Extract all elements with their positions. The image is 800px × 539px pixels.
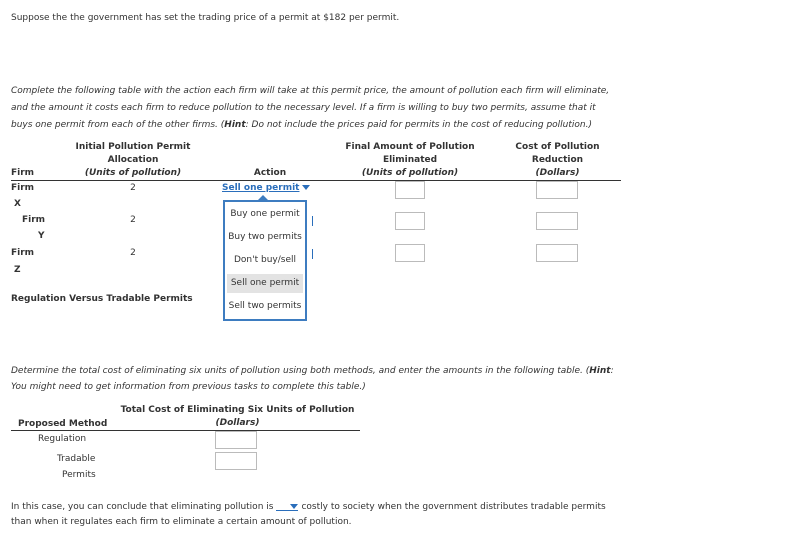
row-y-action-dropdown[interactable]	[312, 216, 313, 226]
option-sell-two[interactable]: Sell two permits	[228, 301, 302, 311]
col-alloc-unit: (Units of pollution)	[84, 168, 182, 178]
row-y-cost-input[interactable]	[536, 212, 578, 230]
determine-line1-pre: Determine the total cost of eliminating six units of pollution using both methods, and enter the amounts in the following table. (	[11, 366, 590, 376]
table2-row-tradable-1: Tradable	[57, 454, 96, 464]
tradable-cost-input[interactable]	[215, 452, 257, 470]
col-alloc-header-2: Allocation	[107, 155, 159, 165]
conclusion-dropdown[interactable]	[276, 502, 298, 511]
conclusion-post: costly to society when the government distributes tradable permits	[301, 502, 606, 512]
table2-header-rule	[11, 430, 360, 431]
section-title: Regulation Versus Tradable Permits	[11, 294, 193, 304]
row-y-alloc: 2	[130, 215, 136, 225]
hint-label-2: Hint	[589, 366, 611, 376]
chevron-down-icon-2	[290, 504, 298, 509]
row-z-cost-input[interactable]	[536, 244, 578, 262]
option-sell-one[interactable]: Sell one permit	[227, 274, 303, 293]
table2-unit: (Dollars)	[215, 418, 260, 428]
row-z-firm: Firm	[11, 248, 35, 258]
determine-line2: You might need to get information from previous tasks to complete this table.)	[11, 382, 366, 392]
col-cost-unit: (Dollars)	[535, 168, 580, 178]
col-cost-header-2: Reduction	[531, 155, 584, 165]
determine-line1-post: :	[610, 366, 614, 376]
table2-row-tradable-2: Permits	[62, 470, 96, 480]
table2-col-method: Proposed Method	[18, 419, 108, 429]
conclusion-line1	[11, 502, 606, 512]
conclusion-line2: than when it regulates each firm to eliminate a certain amount of pollution.	[11, 517, 352, 527]
col-action-header: Action	[253, 168, 287, 178]
instructions-line3-post: : Do not include the prices paid for permits in the cost of reducing pollution.)	[245, 120, 592, 130]
action-dropdown-menu	[223, 200, 307, 321]
row-x-action-dropdown[interactable]	[222, 183, 310, 193]
chevron-down-icon	[302, 185, 310, 190]
col-final-header-2: Eliminated	[382, 155, 438, 165]
row-x-final-input[interactable]	[395, 181, 425, 199]
row-y-firm: Firm	[22, 215, 46, 225]
row-z-action-dropdown[interactable]	[312, 249, 313, 259]
table1-header-rule	[11, 180, 621, 181]
instructions-line1: Complete the following table with the action each firm will take at this permit price, the amount of pollution each firm will eliminate,	[11, 86, 610, 96]
row-x-letter: X	[14, 199, 21, 209]
row-x-firm: Firm	[11, 183, 35, 193]
option-buy-two[interactable]: Buy two permits	[228, 232, 302, 242]
regulation-cost-input[interactable]	[215, 431, 257, 449]
intro-text: Suppose the the government has set the trading price of a permit at $182 per permit.	[11, 13, 400, 23]
col-cost-header-1: Cost of Pollution	[515, 142, 600, 152]
hint-label: Hint	[224, 120, 246, 130]
row-x-action-value: Sell one permit	[222, 183, 300, 193]
col-alloc-header-1: Initial Pollution Permit	[75, 142, 191, 152]
table2-row-regulation: Regulation	[38, 434, 87, 444]
instructions-line3-pre: buys one permit from each of the other firms. (	[11, 120, 225, 130]
row-z-final-input[interactable]	[395, 244, 425, 262]
instructions-line2: and the amount it costs each firm to reduce pollution to the necessary level. If a firm is willing to buy two permits, assume that it	[11, 103, 596, 113]
determine-line1	[11, 366, 614, 376]
col-firm-header: Firm	[11, 168, 35, 178]
option-buy-one[interactable]: Buy one permit	[230, 209, 300, 219]
row-y-letter: Y	[38, 231, 45, 241]
col-final-unit: (Units of pollution)	[361, 168, 459, 178]
row-x-cost-input[interactable]	[536, 181, 578, 199]
option-dont-buy-sell[interactable]: Don't buy/sell	[233, 255, 296, 265]
row-z-letter: Z	[14, 265, 21, 275]
col-final-header-1: Final Amount of Pollution	[345, 142, 475, 152]
conclusion-pre: In this case, you can conclude that eliminating pollution is	[11, 502, 274, 512]
row-y-final-input[interactable]	[395, 212, 425, 230]
instructions-line3	[11, 120, 592, 130]
row-z-alloc: 2	[130, 248, 136, 258]
row-x-alloc: 2	[130, 183, 136, 193]
table2-title: Total Cost of Eliminating Six Units of Pollution	[120, 405, 355, 415]
